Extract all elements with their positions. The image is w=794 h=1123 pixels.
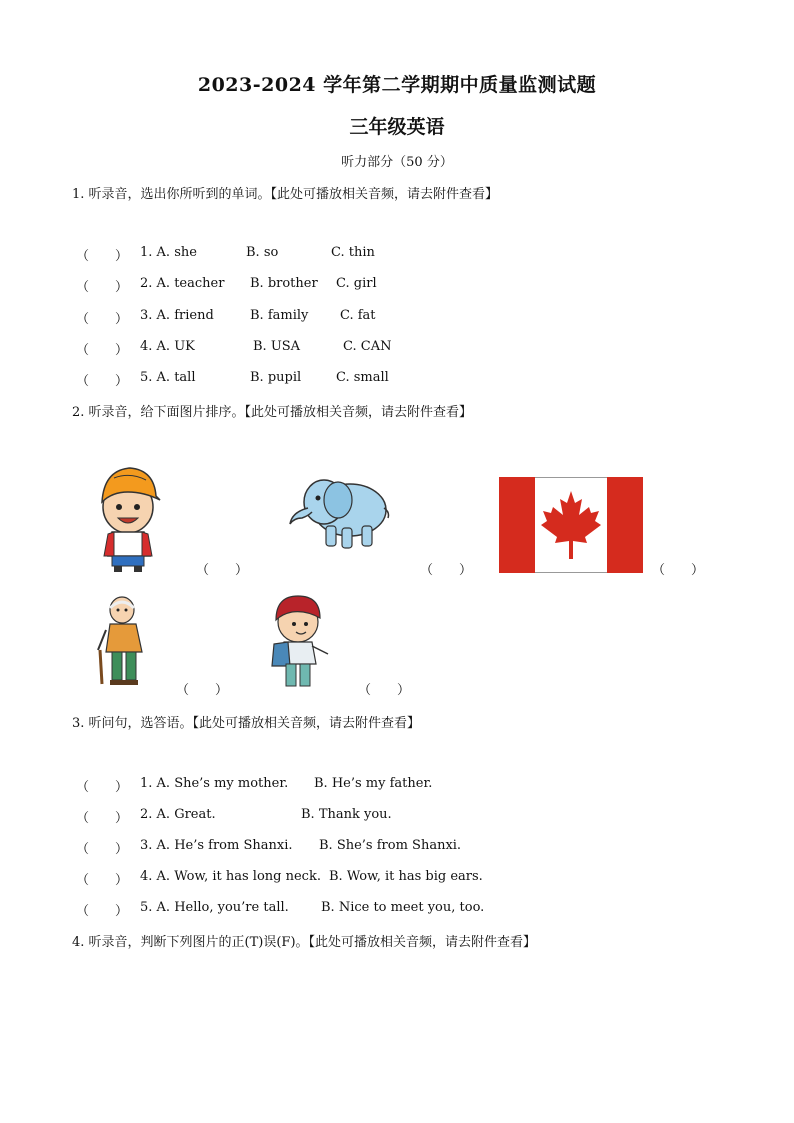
answer-bracket[interactable]: （ ） <box>76 249 129 264</box>
q3-item <box>76 776 716 794</box>
answer-bracket[interactable]: （ ） <box>76 811 129 826</box>
option-c: C. fat <box>340 308 376 323</box>
answer-bracket[interactable]: （ ） <box>76 312 129 327</box>
q1-item <box>76 276 716 294</box>
option-b: B. pupil <box>250 370 302 385</box>
option-b: B. Nice to meet you, too. <box>321 900 485 915</box>
option-a: 5. A. tall <box>140 370 196 385</box>
answer-bracket[interactable]: （ ） <box>76 343 129 358</box>
q3-heading: 3. 听问句，选答语。【此处可播放相关音频，请去附件查看】 <box>72 716 421 731</box>
q1-item <box>76 339 716 357</box>
boy-with-backpack-image <box>266 592 332 692</box>
option-c: C. girl <box>336 276 377 291</box>
page-subtitle: 三年级英语 <box>349 116 445 138</box>
option-b: B. He’s my father. <box>314 776 433 791</box>
option-b: B. family <box>250 308 309 323</box>
q1-item <box>76 370 716 388</box>
page-title: 2023-2024 学年第二学期期中质量监测试题 <box>197 74 597 96</box>
answer-bracket[interactable]: （ ） <box>76 842 129 857</box>
option-a: 1. A. She’s my mother. <box>140 776 289 791</box>
order-blank[interactable]: （ ） <box>652 563 705 578</box>
option-c: C. thin <box>331 245 375 260</box>
canada-flag-image <box>499 477 643 573</box>
answer-bracket[interactable]: （ ） <box>76 904 129 919</box>
option-b: B. Thank you. <box>301 807 392 822</box>
elephant-image <box>284 468 392 552</box>
answer-bracket[interactable]: （ ） <box>76 374 129 389</box>
option-b: B. She’s from Shanxi. <box>319 838 462 853</box>
option-a: 2. A. teacher <box>140 276 225 291</box>
q3-item <box>76 807 716 825</box>
grandpa-image <box>96 594 156 688</box>
q1-item <box>76 245 716 263</box>
option-a: 3. A. He’s from Shanxi. <box>140 838 293 853</box>
option-a: 4. A. Wow, it has long neck. <box>140 869 321 884</box>
q1-item <box>76 308 716 326</box>
q3-item <box>76 869 716 887</box>
option-b: B. USA <box>253 339 301 354</box>
option-b: B. brother <box>250 276 318 291</box>
q3-item <box>76 838 716 856</box>
option-a: 5. A. Hello, you’re tall. <box>140 900 289 915</box>
q1-heading: 1. 听录音，选出你所听到的单词。【此处可播放相关音频，请去附件查看】 <box>72 187 499 202</box>
option-b: B. Wow, it has big ears. <box>329 869 483 884</box>
answer-bracket[interactable]: （ ） <box>76 280 129 295</box>
option-c: C. CAN <box>343 339 392 354</box>
option-a: 3. A. friend <box>140 308 214 323</box>
option-b: B. so <box>246 245 279 260</box>
order-blank[interactable]: （ ） <box>358 683 411 698</box>
q3-item <box>76 900 716 918</box>
answer-bracket[interactable]: （ ） <box>76 780 129 795</box>
order-blank[interactable]: （ ） <box>420 563 473 578</box>
order-blank[interactable]: （ ） <box>196 563 249 578</box>
option-c: C. small <box>336 370 389 385</box>
option-a: 1. A. she <box>140 245 197 260</box>
boy-with-cap-image <box>94 462 164 574</box>
q4-heading: 4. 听录音，判断下列图片的正(T)误(F)。【此处可播放相关音频，请去附件查看】 <box>72 935 537 950</box>
q2-heading: 2. 听录音，给下面图片排序。【此处可播放相关音频，请去附件查看】 <box>72 405 473 420</box>
option-a: 2. A. Great. <box>140 807 216 822</box>
answer-bracket[interactable]: （ ） <box>76 873 129 888</box>
order-blank[interactable]: （ ） <box>176 683 229 698</box>
option-a: 4. A. UK <box>140 339 195 354</box>
section-label: 听力部分（50 分） <box>341 155 453 170</box>
